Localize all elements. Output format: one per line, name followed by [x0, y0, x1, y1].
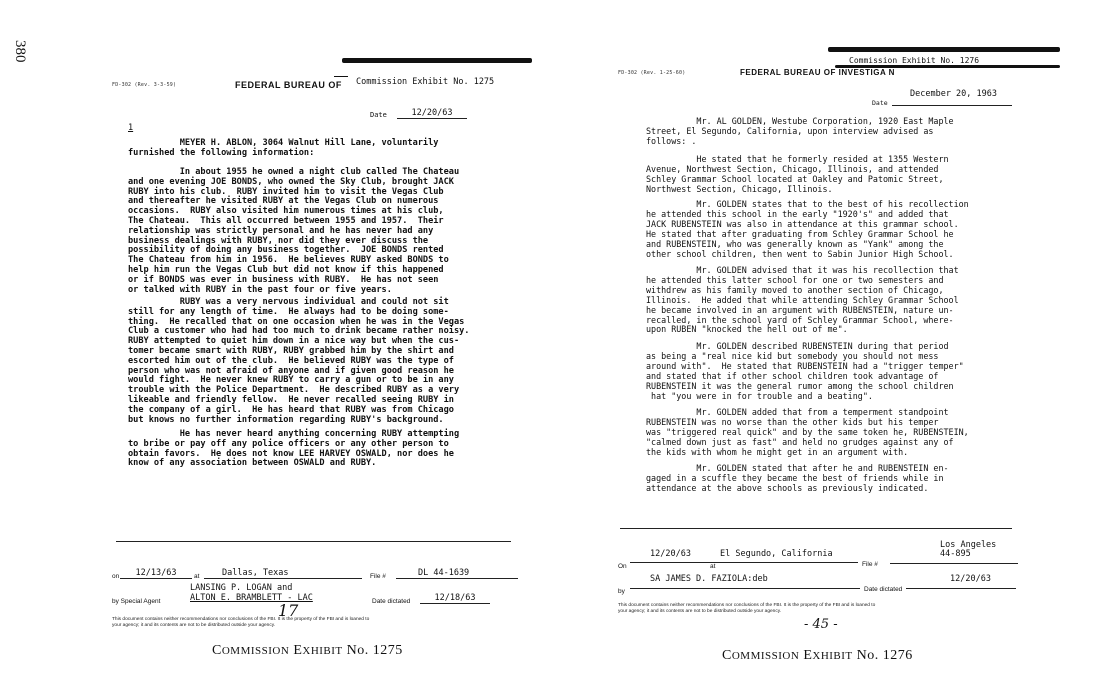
agent-line-2: ALTON E. BRAMBLETT - LAC: [190, 593, 313, 603]
interview-location: Dallas, Texas: [204, 568, 362, 579]
paragraph: MEYER H. ABLON, 3064 Walnut Hill Lane, voluntarily furnished the following information:: [128, 138, 439, 158]
form-code: FD-302 (Rev. 3-3-59): [112, 82, 177, 88]
paragraph: Mr. GOLDEN described RUBENSTEIN during that period as being a "real nice kid but somebody you should not mess around with". He stated that RUBENSTEIN had a "trigger temper" and stated that if other school children took advantage of RUBENSTEIN it was the general rumor among the school children hat "you were in for trouble and a beating".: [646, 341, 964, 401]
paragraph: Mr. AL GOLDEN, Westube Corporation, 1920 East Maple Street, El Segundo, California, upon interview advised as follows: .: [646, 116, 954, 146]
exhibit-1275-document: [100, 0, 620, 691]
caption-part: OMMISSION: [731, 650, 800, 662]
date-label: Date: [872, 99, 888, 107]
report-date: December 20, 1963: [910, 89, 997, 99]
caption-part: OMMISSION: [221, 645, 290, 657]
page-number: 380: [12, 40, 28, 63]
paragraph: RUBY was a very nervous individual and could not sit still for any length of time. He always had to be doing some- thing. He recalled that on one occasion when he was in the Vegas Club a customer who had had too much to drink became rather noisy. RUBY attempted to quiet him down in a nice way but when the cus- tomer became smart with RUBY, RUBY grabbed him by the shirt and escorted him out of the club. He believed RUBY was the type of person who was not afraid of anyone and if given good reason he would fight. He never knew RUBY to carry a gun or to be in any trouble with the Police Department. He described RUBY as a very likeable and friendly fellow. He never recalled seeing RUBY in the company of a girl. He has heard that RUBY was from Chicago but knows no further information regarding RUBY's background.: [128, 297, 470, 425]
caption-part: XHIBIT: [812, 650, 853, 662]
date-dictated: 12/20/63: [950, 574, 991, 584]
exhibit-caption: [722, 648, 913, 664]
paragraph: He stated that he formerly resided at 1355 Western Avenue, Northwest Section, Chicago, Illinois, and attended Schley Grammar School located at Oakley and Patomic Street, Northwest Section, Chicago, Illinois.: [646, 154, 949, 194]
date-rule: [892, 105, 1012, 106]
dictated-label: Date dictated: [864, 586, 903, 593]
caption-part: No. 1275: [346, 643, 403, 658]
item-number: 1: [128, 123, 134, 133]
paragraph: Mr. GOLDEN states that to the best of his recollection he attended this school in the early "1920's" and added that JACK RUBENSTEIN was also in attendance at this grammar school. He stated that after graduating from Schley Grammar School he and RUBENSTEIN, who was generally known as "Yank" among the other school children, then went to Sabin Junior High School.: [646, 199, 969, 259]
agent-label: by Special Agent: [112, 598, 161, 605]
handwritten-page-number: 17: [278, 601, 299, 620]
file-number-line-1: Los Angeles: [940, 540, 997, 550]
legal-notice: This document contains neither recommendations nor conclusions of the FBI. It is the property of the FBI and is loaned to your agency; it and its contents are not to be distributed outside your agency.: [618, 603, 876, 614]
report-date: 12/20/63: [397, 108, 467, 119]
location-rule: [720, 562, 858, 563]
legal-notice: This document contains neither recommendations nor conclusions of the FBI. It is the property of the FBI and is loaned to your agency; it and its contents are not to be distributed outside your agency.: [112, 617, 370, 628]
agent-label: by: [618, 588, 625, 595]
file-label: File #: [370, 573, 386, 580]
interview-location: El Segundo, California: [720, 549, 833, 559]
paragraph: In about 1955 he owned a night club called The Chateau and one evening JOE BONDS, who owned the Sky Club, brought JACK RUBY into his club. RUBY invited him to visit the Vegas Club and thereafter he visited RUBY at the Vegas Club on numerous occasions. RUBY also visited him numerous times at his club, The Chateau. This all occurred between 1955 and 1957. Their relationship was strictly personal and he has never had any business dealings with RUBY, nor did they ever discuss the possibility of doing any business together. JOE BONDS rented The Chateau from him in 1956. He believes RUBY asked BONDS to help him run the Vegas Club but did not know if this happened or if BONDS was ever in business with RUBY. He has not seen or talked with RUBY in the past four or five years.: [128, 167, 460, 295]
date-dictated: 12/18/63: [420, 593, 490, 604]
caption-part: XHIBIT: [302, 645, 343, 657]
paragraph: He has never heard anything concerning RUBY attempting to bribe or pay off any police officers or any other person to obtain favors. He does not know LEE HARVEY OSWALD, nor does he know of any association between OSWALD and RUBY.: [128, 429, 460, 469]
agent-line-1: LANSING P. LOGAN and: [190, 583, 293, 593]
exhibit-caption: [212, 643, 403, 659]
interview-date: 12/13/63: [120, 568, 192, 579]
on-rule: [630, 562, 720, 563]
agent-name: SA JAMES D. FAZIOLA:deb: [650, 574, 768, 584]
on-label: On: [618, 563, 627, 570]
caption-part: No. 1276: [856, 648, 913, 663]
date-label: Date: [370, 111, 387, 119]
interview-date: 12/20/63: [650, 549, 691, 559]
handwritten-page-number: - 45 -: [804, 617, 838, 632]
redaction-bar: [342, 58, 532, 63]
exhibit-1276-document: [610, 0, 1094, 691]
footer-rule: [116, 541, 511, 542]
file-number-line-2: 44-895: [940, 549, 971, 559]
form-code: FD-302 (Rev. 1-25-60): [618, 70, 686, 76]
exhibit-header: Commission Exhibit No. 1276: [849, 56, 980, 65]
dash-mark: [334, 76, 348, 77]
at-label: at: [194, 573, 200, 580]
footer-rule: [620, 528, 1012, 529]
file-number: DL 44-1639: [396, 568, 518, 579]
agent-rule: [630, 588, 860, 589]
agency-header: FEDERAL BUREAU OF: [235, 80, 342, 90]
paragraph: Mr. GOLDEN stated that after he and RUBENSTEIN en- gaged in a scuffle they became the best of friends while in attendance at the above schools as previously indicated.: [646, 463, 949, 493]
caption-part: C: [722, 648, 732, 663]
redaction-bar: [828, 47, 1060, 52]
agency-header: FEDERAL BUREAU OF INVESTIGA N: [740, 68, 895, 77]
caption-part: E: [803, 648, 813, 663]
dictated-rule: [906, 588, 1016, 589]
exhibit-header: Commission Exhibit No. 1275: [356, 77, 495, 87]
paragraph: Mr. GOLDEN advised that it was his recollection that he attended this latter school for one or two semesters and withdrew as his family moved to another section of Chicago, Illinois. He added that while attending Schley Grammar School he became involved in an argument with RUBENSTEIN, nature un- recalled, in the school yard of Schley Grammar School, where- upon RUBEN "knocked the hell out of me".: [646, 265, 959, 335]
at-label: at: [710, 563, 716, 570]
on-label: on: [112, 573, 120, 580]
paragraph: Mr. GOLDEN added that from a temperment standpoint RUBENSTEIN was no worse than the other kids but his temper was "triggered real quick" and by the same token he, RUBENSTEIN, "calmed down just as fast" and held no grudges against any of the kids with whom he might get in an argument with.: [646, 407, 969, 457]
dictated-label: Date dictated: [372, 598, 411, 605]
caption-part: C: [212, 643, 222, 658]
caption-part: E: [293, 643, 303, 658]
file-rule: [890, 563, 1018, 564]
file-label: File #: [862, 561, 878, 568]
